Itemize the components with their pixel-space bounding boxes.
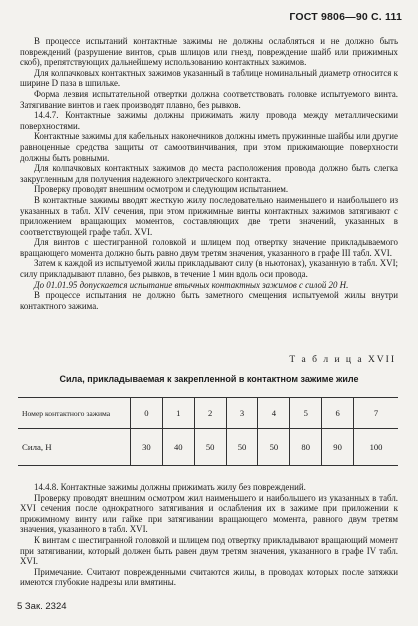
table-cell: 7: [354, 398, 398, 429]
paragraph: К винтам с шестигранной головкой и шлицем под отвертку прикладывают вращающий момент при затягивании, который должен быть равен двум третям значения, указанного в графе IV табл. XVI.: [20, 534, 398, 567]
paragraph: В контактные зажимы вводят жесткую жилу последовательно наименьшего и наибольшего из указанных в табл. XIV сечения, при этом прижимные винты контактных зажимов затягивают с приложением вращающих моментов, составляющих две трети значений, указанных в соответствующей графе табл. XVI.: [20, 194, 398, 237]
paragraph: Проверку проводят внешним осмотром и следующим испытанием.: [34, 184, 289, 195]
table-cell: 50: [258, 429, 290, 466]
main-text: [20, 36, 398, 311]
table-row: [18, 429, 398, 466]
table-header-cell: Номер контактного зажима: [18, 398, 131, 429]
paragraph: Для колпачковых контактных зажимов до места расположения провода должно быть слегка закругленным для получения надежного электрического контакта.: [20, 163, 398, 184]
table-header-cell: Сила, Н: [18, 429, 131, 466]
table-cell: 1: [162, 398, 194, 429]
table-cell: 2: [194, 398, 226, 429]
paragraph: Проверку проводят внешним осмотром жил наименьшего и наибольшего из указанных в табл. XVI сечения после однократного затягивания и ослабления их в зажиме при приложении к прижимному винту или гайке при затягивании вращающего момента, равного двум третям значения, указанного в табл. XVI.: [20, 492, 398, 535]
paragraph: Для винтов с шестигранной головкой и шлицем под отвертку значение прикладываемого вращающего момента должно быть равно двум третям значения, указанного в графе III табл. XVI.: [20, 237, 398, 258]
paragraph: В процессе испытаний контактные зажимы не должны ослабляться и не должно быть повреждений (разрушение винтов, срыв шлицов или гнезд, повреждение шайб или прижимных скоб), препятствующих дальнейшему использованию контактных зажимов.: [20, 36, 398, 68]
paragraph: В процессе испытания не должно быть заметного смещения испытуемой жилы внутри контактного зажима.: [20, 290, 398, 311]
lower-text: [20, 482, 398, 588]
table-cell: 3: [226, 398, 258, 429]
note-paragraph: Примечание. Считают поврежденными считаются жилы, в проводах которых после затяжки имеются глубокие надрезы или вмятины.: [20, 566, 398, 588]
table-row: [18, 398, 398, 429]
table-label: Т а б л и ц а XVII: [289, 355, 396, 365]
force-table: [18, 397, 398, 466]
paragraph: Затем к каждой из испытуемой жилы прикладывают силу (в ньютонах), указанную в табл. XVI; силу прикладывают плавно, без рывков, в течение 1 мин вдоль оси провода.: [20, 258, 398, 280]
paragraph: Контактные зажимы для кабельных наконечников должны иметь пружинные шайбы или другие равноценные средства защиты от самоотвинчивания, при этом прижимающие поверхности должны быть ровными.: [20, 131, 398, 163]
table-cell: 0: [131, 398, 163, 429]
page-footer: 5 Зак. 2324: [17, 601, 67, 612]
table-cell: 100: [354, 429, 398, 466]
paragraph: 14.4.8. Контактные зажимы должны прижимать жилу без повреждений.: [34, 482, 306, 492]
table-cell: 4: [258, 398, 290, 429]
table-cell: 90: [322, 429, 354, 466]
table-cell: 50: [194, 429, 226, 466]
table-cell: 30: [131, 429, 163, 466]
table-cell: 5: [290, 398, 322, 429]
table-cell: 80: [290, 429, 322, 466]
page-header: ГОСТ 9806—90 С. 111: [289, 11, 402, 23]
paragraph: 14.4.7. Контактные зажимы должны прижимать жилу провода между металлическими поверхностями.: [20, 110, 398, 131]
amendment-note: До 01.01.95 допускается испытание втычных контактных зажимов с силой 20 Н.: [34, 279, 349, 290]
paragraph: Форма лезвия испытательной отвертки должна соответствовать головке испытуемого винта. Затягивание винтов и гаек производят плавно, без рывков.: [20, 88, 398, 110]
paragraph: Для колпачковых контактных зажимов указанный в таблице номинальный диаметр относится к ширине D паза в шпильке.: [20, 67, 398, 89]
table-title: Сила, прикладываемая к закрепленной в контактном зажиме жиле: [59, 374, 359, 384]
table-cell: 40: [162, 429, 194, 466]
table-cell: 6: [322, 398, 354, 429]
table-cell: 50: [226, 429, 258, 466]
